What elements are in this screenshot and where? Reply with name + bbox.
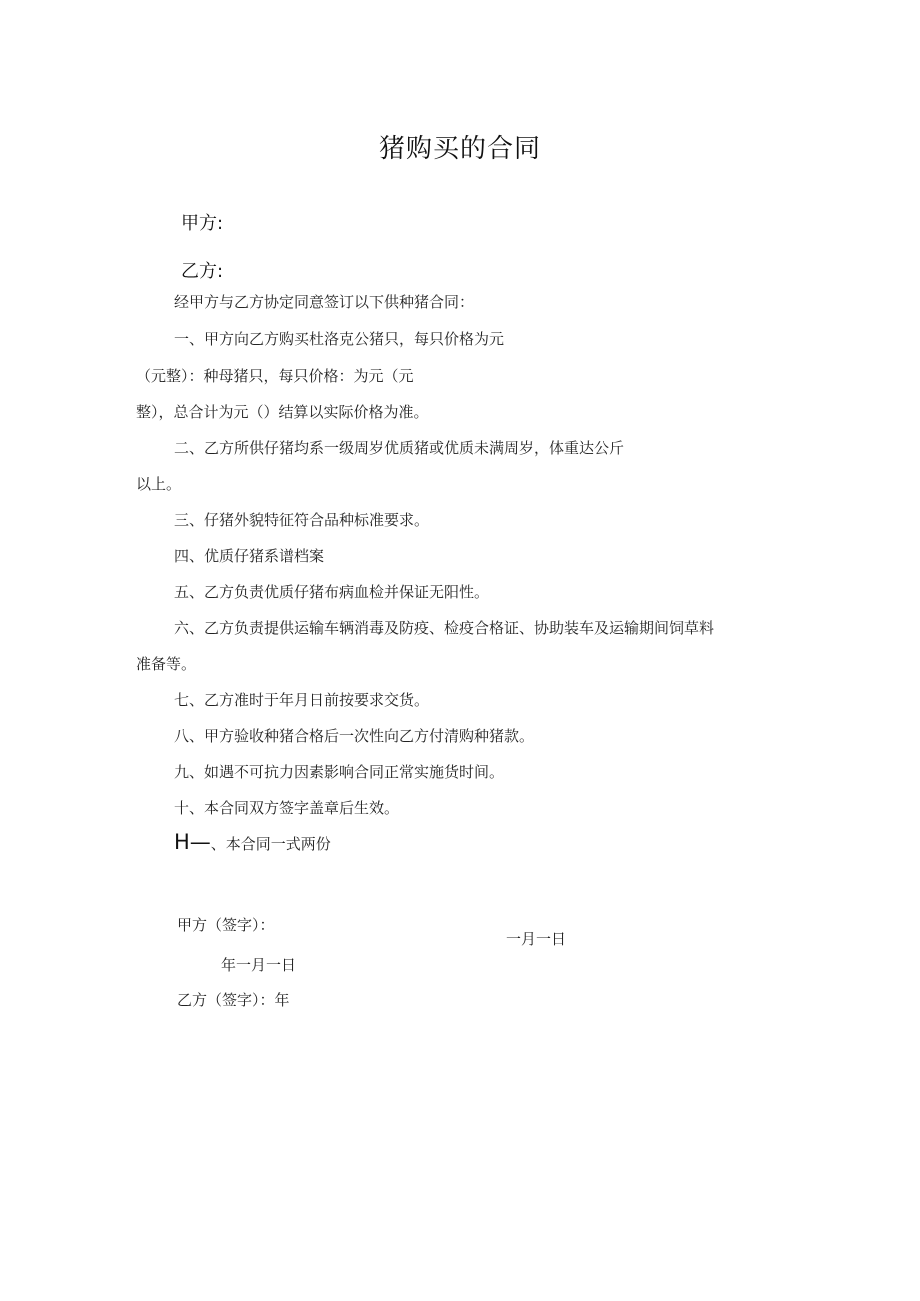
clause-11 xyxy=(174,832,331,854)
party-a-signature-date: 一月一日 xyxy=(506,930,567,948)
party-a-label: 甲方: xyxy=(181,213,224,234)
clause-4: 四、优质仔猪系谱档案 xyxy=(174,547,325,565)
clause-11-mark: H— xyxy=(174,830,211,854)
signature-date-line: 年一月一日 xyxy=(221,956,297,974)
clause-5: 五、乙方负责优质仔猪布病血检并保证无阳性。 xyxy=(174,583,490,601)
clause-2-line-1: 二、乙方所供仔猪均系一级周岁优质猪或优质未满周岁，体重达公斤 xyxy=(174,439,625,457)
intro-text: 经甲方与乙方协定同意签订以下供种猪合同： xyxy=(174,293,475,311)
clause-11-text: 、本合同一式两份 xyxy=(210,835,331,853)
party-a-signature-label: 甲方（签字）： xyxy=(177,916,275,934)
clause-7: 七、乙方准时于年月日前按要求交货。 xyxy=(174,691,430,709)
clause-1-line-3: 整），总合计为元（）结算以实际价格为准。 xyxy=(136,403,429,421)
party-b-label: 乙方: xyxy=(181,261,224,282)
clause-2-line-2: 以上。 xyxy=(136,475,182,493)
clause-6-line-1: 六、乙方负责提供运输车辆消毒及防疫、检疫合格证、协助装车及运输期间饲草料 xyxy=(174,619,715,637)
clause-1-line-2: （元整）：种母猪只，每只价格：为元（元 xyxy=(136,367,414,385)
clause-6-line-2: 准备等。 xyxy=(136,655,197,673)
clause-3: 三、仔猪外貌特征符合品种标准要求。 xyxy=(174,511,430,529)
clause-8: 八、甲方验收种猪合格后一次性向乙方付清购种猪款。 xyxy=(174,727,535,745)
clause-10: 十、本合同双方签字盖章后生效。 xyxy=(174,799,400,817)
document-title: 猪购买的合同 xyxy=(378,134,541,164)
party-b-signature-label: 乙方（签字）：年 xyxy=(177,991,290,1009)
clause-9: 九、如遇不可抗力因素影响合同正常实施货时间。 xyxy=(174,763,505,781)
clause-1-line-1: 一、甲方向乙方购买杜洛克公猪只，每只价格为元 xyxy=(174,330,505,348)
